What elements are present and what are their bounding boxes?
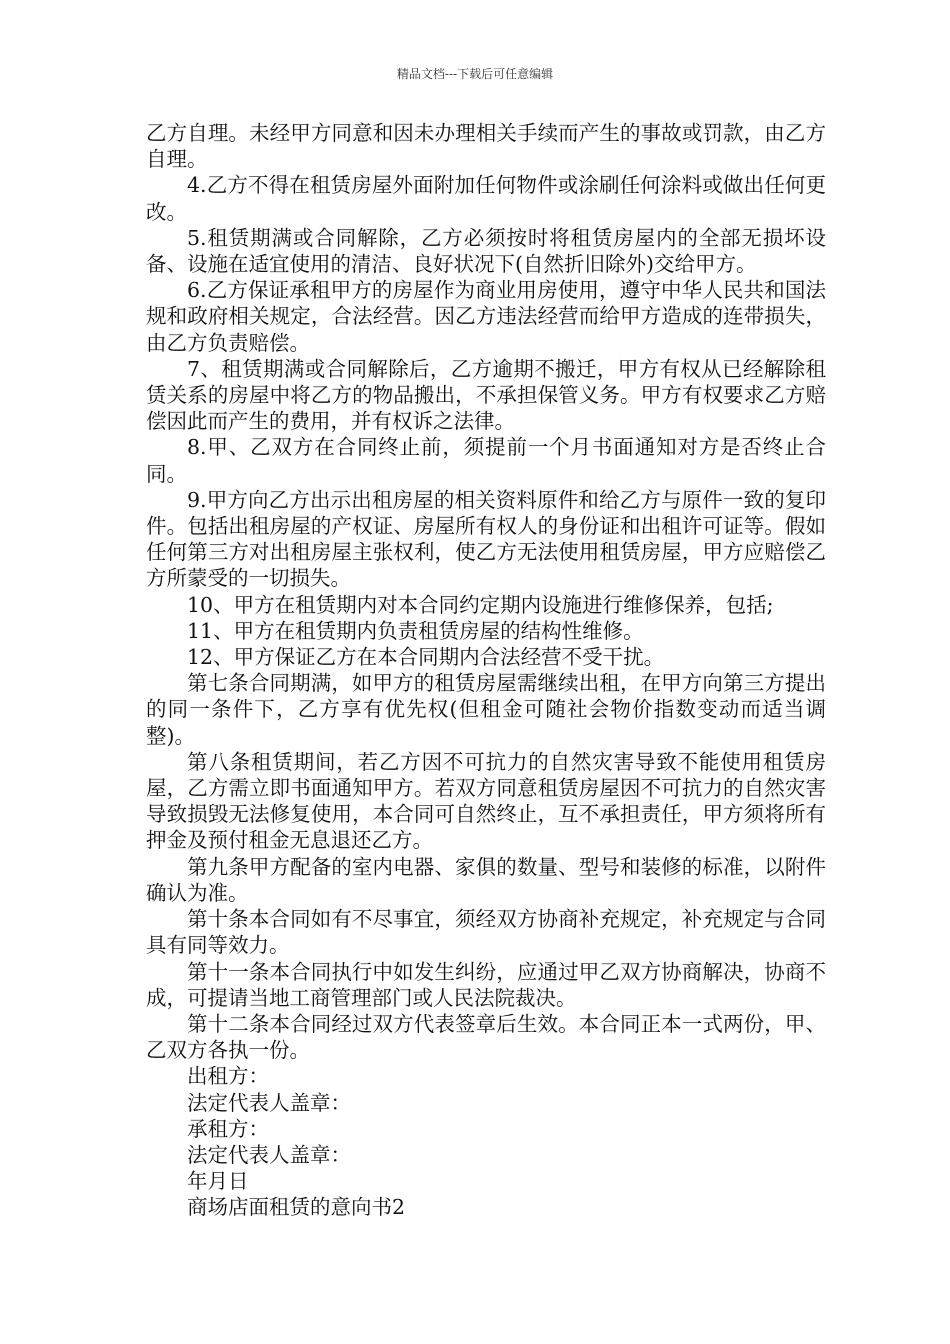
paragraph: 第十一条本合同执行中如发生纠纷，应通过甲乙双方协商解决，协商不成，可提请当地工商管理部门或人民法院裁决。 xyxy=(146,959,826,1010)
paragraph: 5.租赁期满或合同解除，乙方必须按时将租赁房屋内的全部无损坏设备、设施在适宜使用的清洁、良好状况下(自然折旧除外)交给甲方。 xyxy=(146,225,826,277)
document-body xyxy=(146,120,826,1221)
signature-line-lessee-rep: 法定代表人盖章： xyxy=(187,1142,351,1167)
paragraph: 10、甲方在租赁期内对本合同约定期内设施进行维修保养，包括; xyxy=(187,592,774,617)
paragraph: 6.乙方保证承租甲方的房屋作为商业用房使用，遵守中华人民共和国法规和政府相关规定，合法经营。因乙方违法经营而给甲方造成的连带损失，由乙方负责赔偿。 xyxy=(146,278,826,355)
date-line: 年月日 xyxy=(187,1169,249,1194)
paragraph: 7、租赁期满或合同解除后，乙方逾期不搬迁，甲方有权从已经解除租赁关系的房屋中将乙方的物品搬出，不承担保管义务。甲方有权要求乙方赔偿因此而产生的费用，并有权诉之法律。 xyxy=(146,356,826,434)
paragraph: 12、甲方保证乙方在本合同期内合法经营不受干扰。 xyxy=(187,645,665,670)
paragraph: 8.甲、乙双方在合同终止前，须提前一个月书面通知对方是否终止合同。 xyxy=(146,435,826,486)
paragraph: 第八条租赁期间，若乙方因不可抗力的自然灾害导致不能使用租赁房屋，乙方需立即书面通知甲方。若双方同意租赁房屋因不可抗力的自然灾害导致损毁无法修复使用，本合同可自然终止，互不承担责任，甲方须将所有押金及预付租金无息退还乙方。 xyxy=(146,749,826,853)
section-title: 商场店面租赁的意向书2 xyxy=(187,1195,406,1220)
paragraph: 9.甲方向乙方出示出租房屋的相关资料原件和给乙方与原件一致的复印件。包括出租房屋的产权证、房屋所有权人的身份证和出租许可证等。假如任何第三方对出租房屋主张权利，使乙方无法使用租赁房屋，甲方应赔偿乙方所蒙受的一切损失。 xyxy=(146,487,826,591)
page-header: 精品文档---下载后可任意编辑 xyxy=(396,67,554,81)
paragraph: 4.乙方不得在租赁房屋外面附加任何物件或涂刷任何涂料或做出任何更改。 xyxy=(146,173,826,224)
paragraph: 第十条本合同如有不尽事宜，须经双方协商补充规定，补充规定与合同具有同等效力。 xyxy=(146,907,826,958)
signature-line-lessee: 承租方： xyxy=(187,1116,269,1141)
paragraph: 乙方自理。未经甲方同意和因未办理相关手续而产生的事故或罚款，由乙方自理。 xyxy=(146,121,826,172)
paragraph: 第七条合同期满，如甲方的租赁房屋需继续出租，在甲方向第三方提出的同一条件下，乙方享有优先权(但租金可随社会物价指数变动而适当调整)。 xyxy=(146,671,826,748)
paragraph: 第十二条本合同经过双方代表签章后生效。本合同正本一式两份，甲、乙双方各执一份。 xyxy=(146,1011,826,1063)
signature-line-lessor: 出租方： xyxy=(187,1064,269,1089)
paragraph: 11、甲方在租赁期内负责租赁房屋的结构性维修。 xyxy=(187,618,644,643)
signature-line-lessor-rep: 法定代表人盖章： xyxy=(187,1090,351,1115)
paragraph: 第九条甲方配备的室内电器、家俱的数量、型号和装修的标准，以附件确认为准。 xyxy=(146,854,826,905)
